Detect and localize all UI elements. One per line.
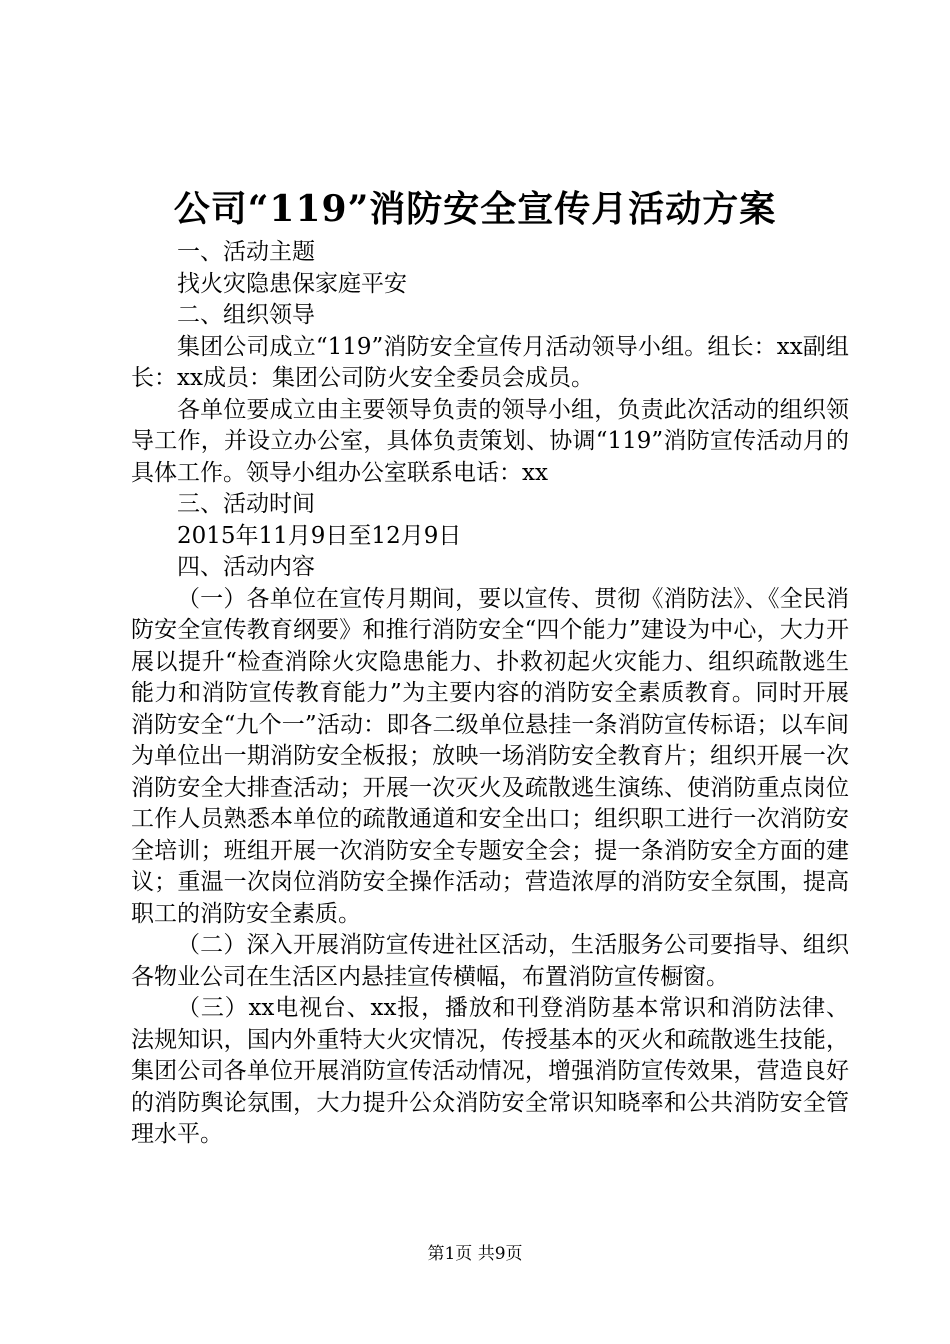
content-item-3: （三）xx电视台、xx报，播放和刊登消防基本常识和消防法律、法规知识，国内外重特大火灾情况，传授基本的灭火和疏散逃生技能，集团公司各单位开展消防宣传活动情况，增强消防宣传效果，营造良好的消防舆论氛围，大力提升公众消防安全常识知晓率和公共消防安全管理水平。 bbox=[131, 995, 849, 1147]
document-title: 公司“119”消防安全宣传月活动方案 bbox=[173, 188, 777, 230]
time-text: 2015年11月9日至12月9日 bbox=[177, 522, 462, 549]
content-item-1: （一）各单位在宣传月期间，要以宣传、贯彻《消防法》、《全民消防安全宣传教育纲要》和推行消防安全“四个能力”建设为中心，大力开展以提升“检查消除火灾隐患能力、扑救初起火灾能力、组织疏散逃生能力和消防宣传教育能力”为主要内容的消防安全素质教育。同时开展消防安全“九个一”活动：即各二级单位悬挂一条消防宣传标语；以车间为单位出一期消防安全板报；放映一场消防安全教育片；组织开展一次消防安全大排查活动；开展一次灭火及疏散逃生演练、使消防重点岗位工作人员熟悉本单位的疏散通道和安全出口；组织职工进行一次消防安全培训；班组开展一次消防安全专题安全会；提一条消防安全方面的建议；重温一次岗位消防安全操作活动；营造浓厚的消防安全氛围，提高职工的消防安全素质。 bbox=[131, 585, 849, 927]
section-heading-theme: 一、活动主题 bbox=[177, 239, 315, 265]
page-number: 第1页 共9页 bbox=[427, 1244, 523, 1264]
section-heading-leadership: 二、组织领导 bbox=[177, 302, 315, 328]
content-item-2: （二）深入开展消防宣传进社区活动，生活服务公司要指导、组织各物业公司在生活区内悬挂宣传横幅，布置消防宣传橱窗。 bbox=[131, 932, 849, 990]
theme-text: 找火灾隐患保家庭平安 bbox=[177, 270, 407, 297]
section-heading-time: 三、活动时间 bbox=[177, 491, 315, 517]
document-body bbox=[131, 237, 849, 1151]
section-heading-content: 四、活动内容 bbox=[177, 554, 315, 580]
units-paragraph: 各单位要成立由主要领导负责的领导小组，负责此次活动的组织领导工作，并设立办公室，具体负责策划、协调“119”消防宣传活动月的具体工作。领导小组办公室联系电话：xx bbox=[131, 396, 849, 486]
leadership-paragraph: 集团公司成立“119”消防安全宣传月活动领导小组。组长：xx副组长：xx成员：集团公司防火安全委员会成员。 bbox=[131, 333, 849, 391]
